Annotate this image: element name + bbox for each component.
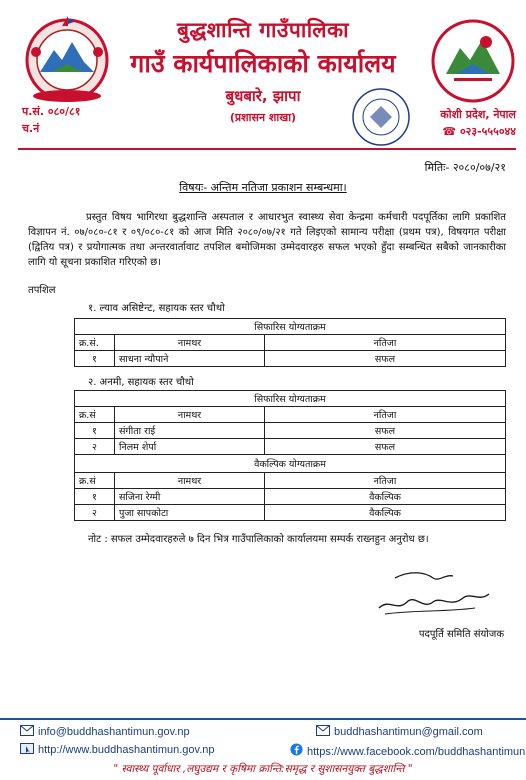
facebook-icon [290,743,303,756]
envelope-icon [20,725,34,736]
row-name: साधना न्यौपाने [115,351,265,367]
table-heading: सिफारिस योग्यताक्रम [75,319,506,335]
row-result: सफल [265,351,506,367]
row-sn: २ [75,439,115,455]
footer-divider [0,718,526,720]
column-header-sn: क्र.सं [75,473,115,489]
row-sn: २ [75,505,115,521]
section-1-title: १. ल्याव असिष्टेन्ट, सहायक स्तर चौथो [88,303,225,314]
column-header-result: नतिजा [265,473,506,489]
footer-slogan: " स्वास्थ्य पूर्वाधार ,लघुउद्यम र कृषिमा क्रान्ति:समृद्ध र सुशासनयुक्त बुद्धशान्ति " [113,763,413,775]
row-result: सफल [265,439,506,455]
province-name: कोशी प्रदेश, नेपाल [440,108,516,121]
row-result: वैकल्पिक [265,489,506,505]
website-text: http://www.buddhashantimun.gov.np [38,744,215,756]
envelope-icon [316,725,330,736]
row-sn: १ [75,423,115,439]
column-header-result: नतिजा [265,407,506,423]
row-name: पुजा सापकोटा [115,505,265,521]
table-row [75,351,506,367]
web-cursor-icon [20,743,34,754]
footer-email-official[interactable] [20,725,190,738]
letter-date: मितिः- २०८०/०७/२१ [424,161,506,174]
section-name: (प्रशासन शाखा) [229,111,297,124]
reference-block [22,103,81,137]
footer-email-gmail[interactable] [316,725,483,738]
note-text: नोट : सफल उम्मेदवारहरुले ७ दिन भित्र गाउँपालिकाको कार्यालयमा सम्पर्क राख्नहुन अनुरोध छ। [88,534,429,545]
column-header-sn: क्र.सं. [75,335,115,351]
signer-title: पदपूर्ति समिति संयोजक [418,629,504,640]
email-official-text: info@buddhashantimun.gov.np [38,726,190,738]
column-header-result: नतिजा [265,335,506,351]
organization-name: बुद्धशान्ति गाउँपालिका [176,18,350,42]
province-block [440,106,516,140]
row-name: निलम शेर्पा [115,439,265,455]
office-stamp-icon [348,86,414,148]
table-row [75,489,506,505]
municipality-logo-icon [430,18,516,104]
row-sn: १ [75,351,115,367]
results-table-1 [74,318,506,367]
row-name: संगीता राई [115,423,265,439]
header-divider [18,148,516,150]
row-sn: १ [75,489,115,505]
office-name: गाउँ कार्यपालिकाको कार्यालय [130,49,396,78]
column-header-name: नामथर [115,407,265,423]
dispatch-number: च.नं [22,122,40,135]
letter-paragraph: प्रस्तुत विषय भागिरथा बुद्धशान्ति अस्पताल र आधारभुत स्वास्थ्य सेवा केन्द्रमा कर्मचारी पदपूर्तिका लागि प्रकाशित विज्ञापन नं. ०७/०८०-८१ र ०९/०८०-८१ को आज मिति २०८०/०७/२१ गते लिइएको सामान्य परीक्षा (प्रथम पत्र), विषयगत परीक्षा (द्वितिय पत्र) र प्रयोगात्मक तथा अन्तरवार्तावाट तपशिल बमोजिमका उम्मेदवारहरु सफल भएको हुँदा सम्बन्धित सबैको जानकारीका लागि यो सूचना प्रकाशित गरिएको छ। [28,212,506,268]
table-row [75,423,506,439]
footer-facebook-link[interactable] [290,743,525,758]
table-heading: वैकल्पिक योग्यताक्रम [75,455,506,473]
results-table-2 [74,390,506,521]
table-heading: सिफारिस योग्यताक्रम [75,391,506,407]
email-gmail-text: buddhashantimun@gmail.com [334,726,483,738]
section-2-title: २. अनमी, सहायक स्तर चौथो [88,377,194,388]
office-location: बुधबारे, झापा [225,87,301,105]
column-header-sn: क्र.सं [75,407,115,423]
details-heading: तपशिल [28,285,56,296]
letter-subject [0,180,526,195]
reference-number: प.सं. ०८०/८१ [22,105,81,118]
table-row [75,439,506,455]
letterhead [0,0,526,160]
row-result: सफल [265,423,506,439]
table-row [75,505,506,521]
row-result: वैकल्पिक [265,505,506,521]
facebook-text: https://www.facebook.com/buddhashantimun [307,746,526,758]
handwritten-signature [375,568,495,620]
row-name: सजिना रेग्मी [115,489,265,505]
subject-text: विषयः- अन्तिम नतिजा प्रकाशन सम्बन्धमा। [179,181,347,194]
column-header-name: नामथर [115,473,265,489]
column-header-name: नामथर [115,335,265,351]
phone-number: ☎ ०२३-५५५०४४ [442,125,516,138]
footer-website-link[interactable] [20,743,215,756]
